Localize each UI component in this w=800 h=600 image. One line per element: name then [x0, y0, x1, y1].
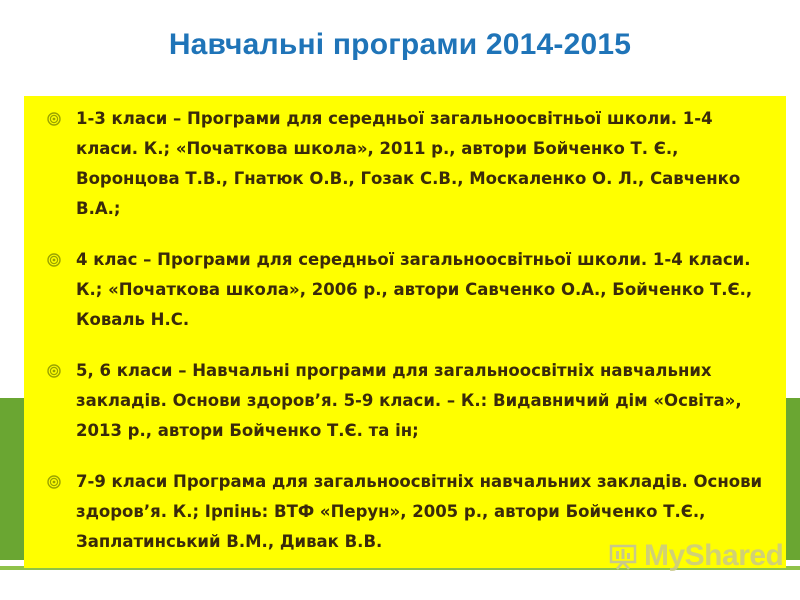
list-item-text: 1-3 класи – Програми для середньої загальноосвітньої школи. 1-4 класи. К.; «Початкова школа», 2011 р., автори Бойченко Т. Є., Воронцова Т.В., Гнатюк О.В., Гозак С.В., Москаленко О. Л., Савченко В.А.; [76, 109, 741, 218]
list-item-text: 7-9 класи Програма для загальноосвітніх навчальних закладів. Основи здоров’я. К.; Ірпінь: ВТФ «Перун», 2005 р., автори Бойченко Т.Є., Заплатинський В.М., Дивак В.В. [76, 472, 763, 551]
bullet-icon [47, 364, 61, 378]
list-item [24, 356, 786, 446]
bullet-icon [47, 253, 61, 267]
list-item-text: 4 клас – Програми для середньої загальноосвітньої школи. 1-4 класи. К.; «Початкова школа», 2006 р., автори Савченко О.А., Бойченко Т.Є., Коваль Н.С. [76, 250, 753, 329]
bullet-icon [47, 112, 61, 126]
list-item [24, 245, 786, 335]
list-item [24, 104, 786, 224]
bullet-list [24, 104, 786, 578]
slide-title: Навчальні програми 2014-2015 [168, 28, 632, 61]
bullet-icon [47, 475, 61, 489]
list-item-text: 5, 6 класи – Навчальні програми для загальноосвітніх навчальних закладів. Основи здоров’я. 5-9 класи. – К.: Видавничий дім «Освіта», 2013 р., автори Бойченко Т.Є. та ін; [76, 361, 742, 440]
watermark-logo [608, 538, 783, 574]
content-box [24, 96, 786, 568]
presentation-board-icon [608, 541, 638, 571]
watermark-text: MyShared [644, 539, 784, 572]
